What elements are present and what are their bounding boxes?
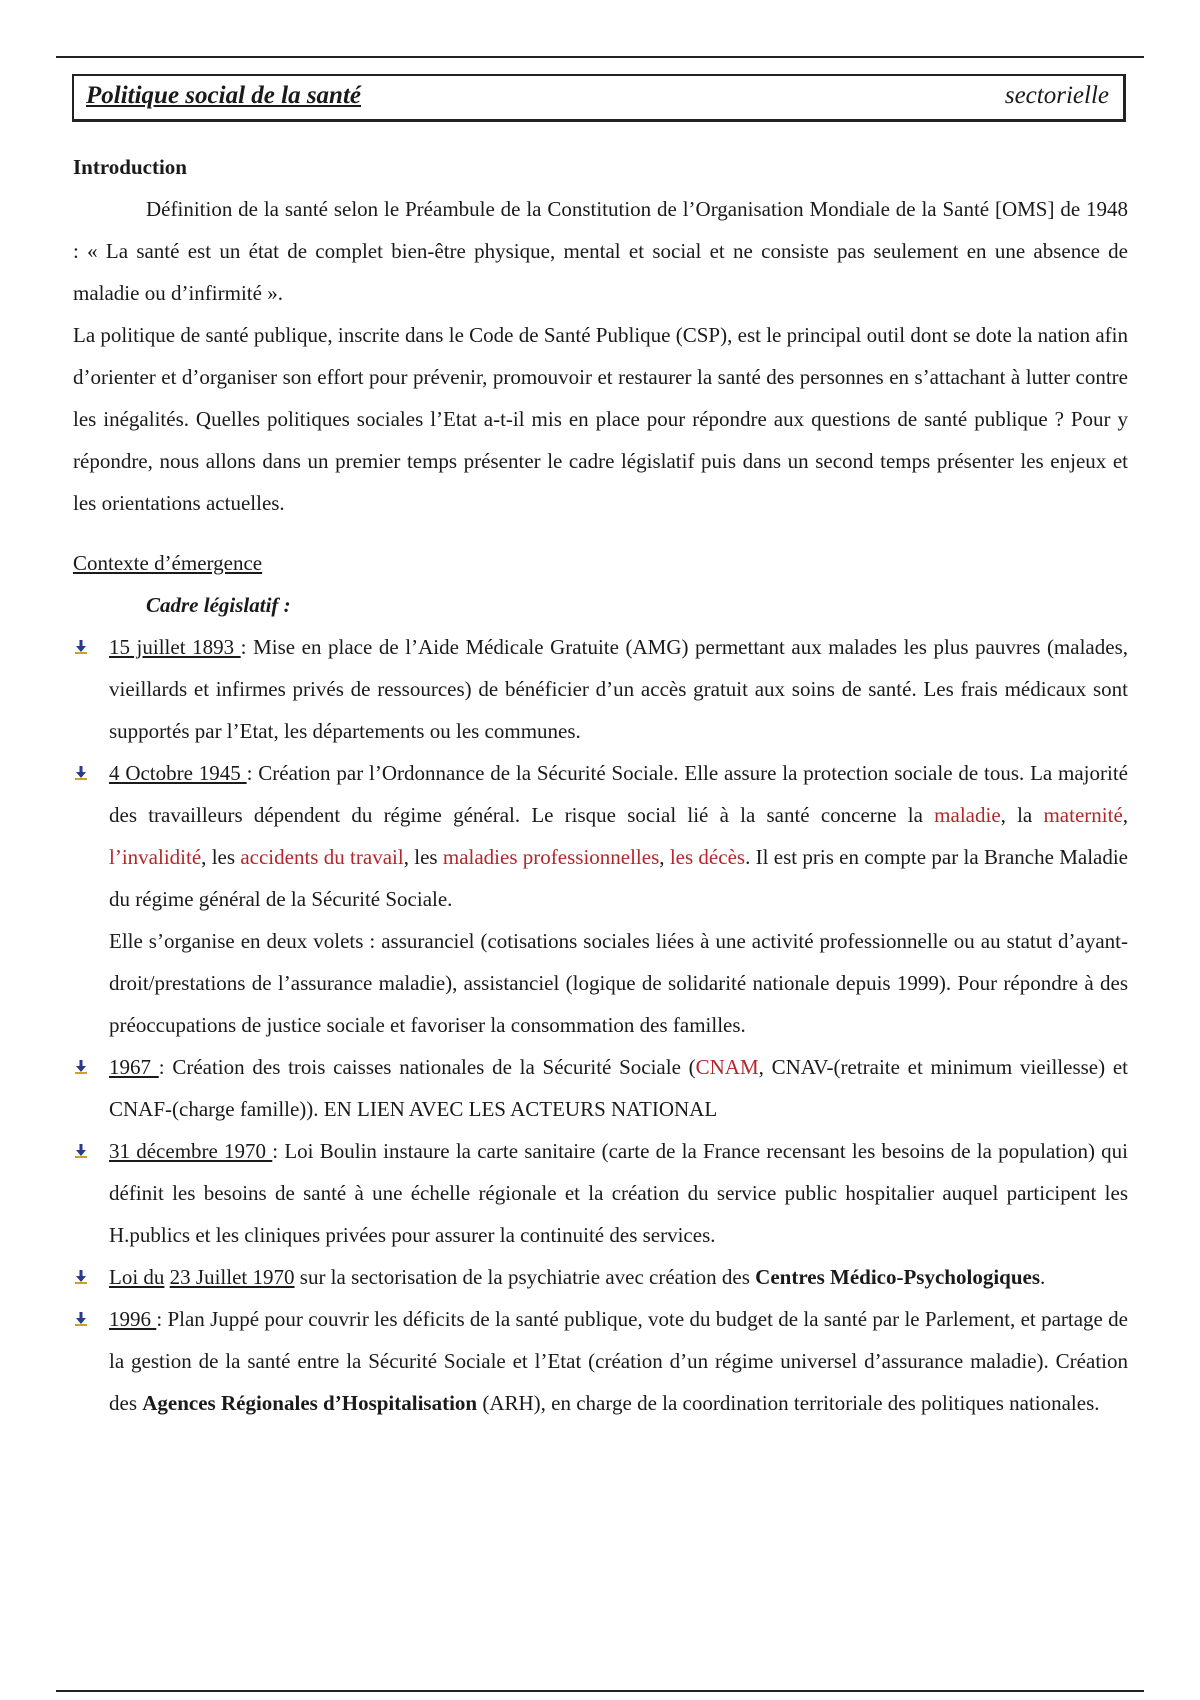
arrow-down-bullet-icon (73, 1143, 89, 1159)
document-title: Politique social de la santé (86, 82, 361, 109)
item-text: (ARH), en charge de la coordination territoriale des politiques nationales. (477, 1391, 1100, 1415)
item-date: 23 Juillet 1970 (169, 1265, 295, 1289)
item-date: 15 juillet 1893 (109, 635, 241, 659)
arrow-down-bullet-icon (73, 1311, 89, 1327)
list-item (73, 1256, 1128, 1298)
risk-maladie: maladie (934, 803, 1001, 827)
arrow-down-bullet-icon (73, 1269, 89, 1285)
intro-paragraph-1: Définition de la santé selon le Préambule de la Constitution de l’Organisation Mondiale de la Santé [OMS] de 1948 : « La santé est un état de complet bien-être physique, mental et social et ne consiste pas seulement en une absence de maladie ou d’infirmité ». (73, 197, 1128, 305)
item-date: 1967 (109, 1055, 159, 1079)
separator: , les (403, 845, 443, 869)
arrow-down-bullet-icon (73, 765, 89, 781)
separator: , (659, 845, 670, 869)
item-text: . (1040, 1265, 1046, 1289)
bottom-rule (56, 1690, 1144, 1692)
item-text: : Mise en place de l’Aide Médicale Gratuite (AMG) permettant aux malades les plus pauvres (malades, vieillards et infirmes privés de ressources) de bénéficier d’un accès gratuit aux soins de santé. Les frais médicaux sont supportés par l’Etat, les départements ou les communes. (109, 635, 1128, 743)
list-item (73, 1298, 1128, 1424)
document-body (73, 146, 1128, 1424)
page-header (72, 74, 1126, 122)
item-text: . Il est pris en compte par la Branche Maladie du régime général de la Sécurité Sociale. (109, 845, 1129, 911)
item-paragraph-2: Elle s’organise en deux volets : assuranciel (cotisations sociales liées à une activité professionnelle ou au statut d’ayant-droit/prestations de l’assurance maladie), assistanciel (logique de solidarité nationale depuis 1999). Pour répondre à des préoccupations de justice sociale et favoriser la consommation des familles. (109, 929, 1128, 1037)
item-text: , CNAV-(retraite et minimum vieillesse) et CNAF-(charge famille)). EN LIEN AVEC LES ACTEURS NATIONAL (109, 1055, 1129, 1121)
risk-maladies-pro: maladies professionnelles (442, 845, 660, 869)
intro-paragraph-2: La politique de santé publique, inscrite dans le Code de Santé Publique (CSP), est le principal outil dont se dote la nation afin d’orienter et d’organiser son effort pour prévenir, promouvoir et restaurer la santé des personnes en s’attachant à lutter contre les inégalités. Quelles politiques sociales l’Etat a-t-il mis en place pour répondre aux questions de santé publique ? Pour y répondre, nous allons dans un premier temps présenter le cadre législatif puis dans un second temps présenter les enjeux et les orientations actuelles. (73, 323, 1128, 515)
separator: , les (201, 845, 241, 869)
arrow-down-bullet-icon (73, 1059, 89, 1075)
item-text: : Plan Juppé pour couvrir les déficits de la santé publique, vote du budget de la santé par le Parlement, et partage de la gestion de la santé entre la Sécurité Sociale et l’Etat (création d’un régime universel d’assurance maladie). Création des (109, 1307, 1129, 1415)
item-date: 4 Octobre 1945 (109, 761, 247, 785)
header-category: sectorielle (1004, 82, 1109, 109)
list-item (73, 752, 1128, 1046)
item-text: : Loi Boulin instaure la carte sanitaire (carte de la France recensant les besoins de la population) qui définit les besoins de santé à une échelle régionale et la création du service public hospitalier auquel participent les H.publics et les cliniques privées pour assurer la continuité des services. (109, 1139, 1128, 1247)
timeline-list (73, 626, 1128, 1424)
list-item (73, 1130, 1128, 1256)
item-bold-term: Centres Médico-Psychologiques (755, 1265, 1041, 1289)
item-bold-term: Agences Régionales d’Hospitalisation (142, 1391, 478, 1415)
intro-heading: Introduction (73, 155, 187, 179)
item-date: 1996 (109, 1307, 157, 1331)
risk-maternite: maternité (1043, 803, 1123, 827)
arrow-down-bullet-icon (73, 639, 89, 655)
section-title: Contexte d’émergence (73, 551, 263, 575)
separator: , (1122, 803, 1129, 827)
separator: , la (1000, 803, 1044, 827)
list-item (73, 626, 1128, 752)
cnam-highlight: CNAM (695, 1055, 759, 1079)
risk-invalidite: l’invalidité (109, 845, 202, 869)
risk-accidents: accidents du travail (240, 845, 404, 869)
top-rule (56, 56, 1144, 58)
item-text: sur la sectorisation de la psychiatrie avec création des (294, 1265, 756, 1289)
list-item (73, 1046, 1128, 1130)
item-text: : Création des trois caisses nationales de la Sécurité Sociale ( (158, 1055, 696, 1079)
subheading-legislative: Cadre législatif : (146, 593, 291, 617)
item-text: : Création par l’Ordonnance de la Sécurité Sociale. Elle assure la protection sociale de tous. La majorité des travailleurs dépendent du régime général. Le risque social lié à la santé concerne la (109, 761, 1129, 827)
item-date: 31 décembre 1970 (109, 1139, 273, 1163)
item-law-label: Loi du (109, 1265, 165, 1289)
risk-deces: les décès (669, 845, 746, 869)
